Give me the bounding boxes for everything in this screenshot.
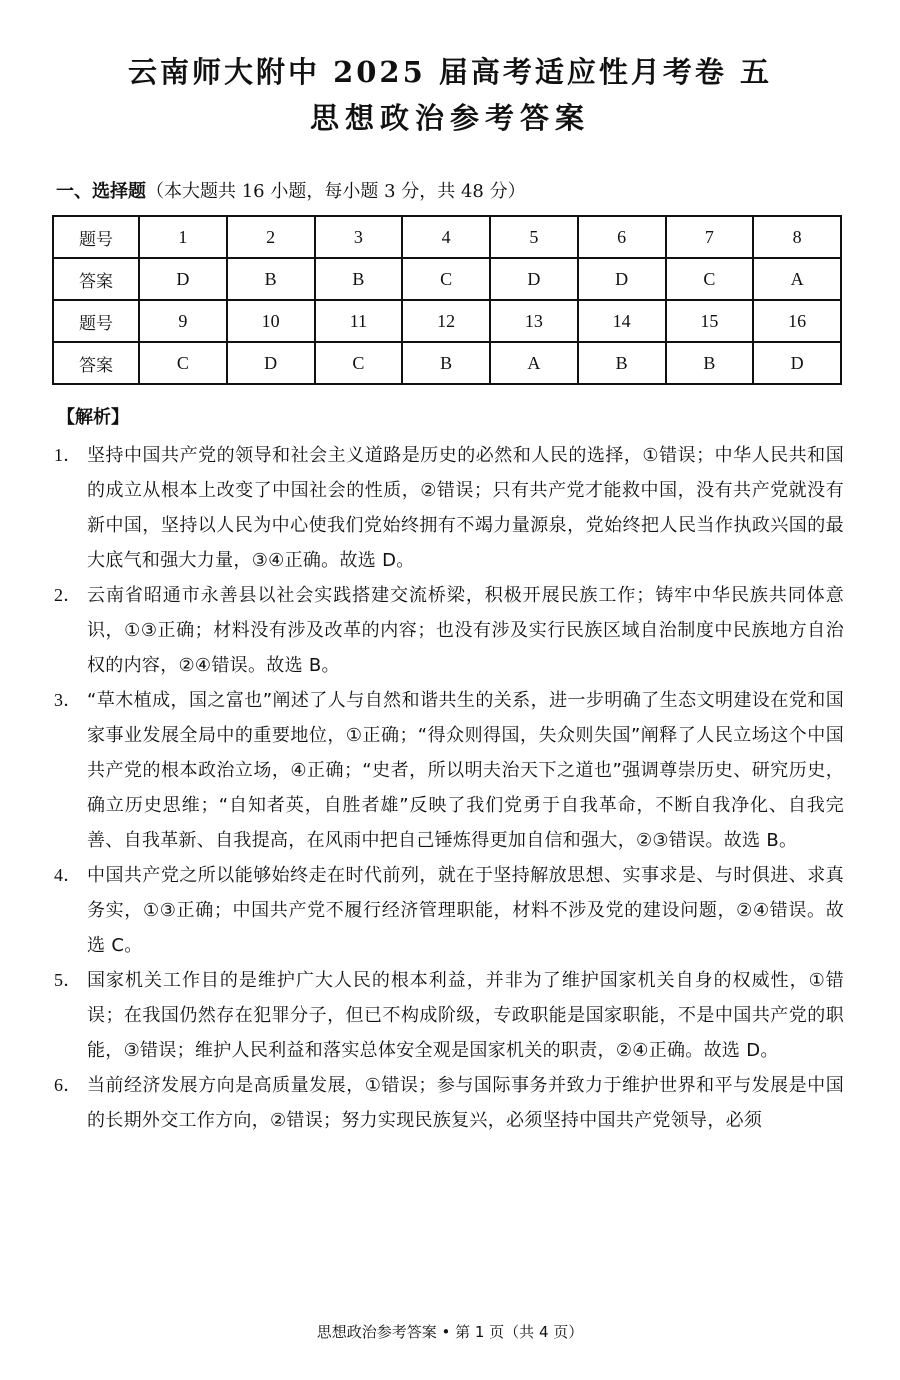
analysis-item-text: 坚持中国共产党的领导和社会主义道路是历史的必然和人民的选择，①错误；中华人民共和国的成立从根本上改变了中国社会的性质，②错误；只有共产党才能救中国，没有共产党就没有新中国，坚持以人民为中心使我们党始终拥有不竭力量源泉，党始终把人民当作执政兴国的最大底气和强大力量，③④正确。故选 D。 [87,445,844,571]
answer-cell: B [666,342,754,384]
question-number-cell: 2 [227,216,315,258]
question-number-cell: 15 [666,300,754,342]
answer-cell: C [139,342,227,384]
analysis-item-number: 6． [54,1075,82,1095]
answer-cell: D [578,258,666,300]
answer-header: 答案 [53,342,139,384]
analysis-item-number: 1． [54,445,82,465]
answer-cell: C [315,342,403,384]
question-number-cell: 5 [490,216,578,258]
question-number-row [53,300,841,342]
question-number-cell: 14 [578,300,666,342]
question-number-cell: 11 [315,300,403,342]
answer-cell: B [315,258,403,300]
question-number-header: 题号 [53,216,139,258]
analysis-item [54,963,844,1068]
question-number-cell: 8 [753,216,841,258]
answer-cell: C [666,258,754,300]
analysis-heading: 【解析】 [57,407,129,428]
question-number-cell: 3 [315,216,403,258]
answer-cell: D [227,342,315,384]
answer-cell: C [402,258,490,300]
question-number-row [53,216,841,258]
analysis-item-text: 当前经济发展方向是高质量发展，①错误；参与国际事务并致力于维护世界和平与发展是中国的长期外交工作方向，②错误；努力实现民族复兴，必须坚持中国共产党领导，必须 [87,1075,844,1131]
analysis-item [54,438,844,578]
analysis-item [54,1068,844,1138]
question-number-cell: 1 [139,216,227,258]
document-subtitle: 思想政治参考答案 [309,101,590,135]
analysis-list [54,438,844,1138]
analysis-item [54,858,844,963]
question-number-cell: 16 [753,300,841,342]
answer-row [53,258,841,300]
analysis-item-text: 云南省昭通市永善县以社会实践搭建交流桥梁，积极开展民族工作；铸牢中华民族共同体意识，①③正确；材料没有涉及改革的内容；也没有涉及实行民族区域自治制度中民族地方自治权的内容，②④错误。故选 B。 [87,585,844,676]
question-number-header: 题号 [53,300,139,342]
analysis-item-number: 2． [54,585,82,605]
analysis-item-number: 3． [54,690,82,710]
document-title: 云南师大附中 2025 届高考适应性月考卷 五 [127,55,772,89]
page-footer: 思想政治参考答案 • 第 1 页（共 4 页） [316,1323,584,1341]
analysis-item [54,683,844,858]
answer-header: 答案 [53,258,139,300]
analysis-item-number: 4． [54,865,82,885]
answer-row [53,342,841,384]
question-number-cell: 10 [227,300,315,342]
question-number-cell: 4 [402,216,490,258]
answer-cell: B [402,342,490,384]
analysis-item-text: 国家机关工作目的是维护广大人民的根本利益，并非为了维护国家机关自身的权威性，①错误；在我国仍然存在犯罪分子，但已不构成阶级，专政职能是国家职能，不是中国共产党的职能，③错误；维护人民利益和落实总体安全观是国家机关的职责，②④正确。故选 D。 [87,970,844,1061]
analysis-item [54,578,844,683]
question-number-cell: 13 [490,300,578,342]
section-heading [56,177,526,203]
answer-cell: A [490,342,578,384]
answer-cell: B [578,342,666,384]
analysis-item-text: “草木植成，国之富也”阐述了人与自然和谐共生的关系，进一步明确了生态文明建设在党和国家事业发展全局中的重要地位，①正确；“得众则得国，失众则失国”阐释了人民立场这个中国共产党的根本政治立场，④正确；“史者，所以明夫治天下之道也”强调尊崇历史、研究历史，确立历史思维；“自知者英，自胜者雄”反映了我们党勇于自我革命，不断自我净化、自我完善、自我革新、自我提高，在风雨中把自己锤炼得更加自信和强大，②③错误。故选 B。 [87,690,844,851]
question-number-cell: 9 [139,300,227,342]
question-number-cell: 12 [402,300,490,342]
analysis-item-text: 中国共产党之所以能够始终走在时代前列，就在于坚持解放思想、实事求是、与时俱进、求真务实，①③正确；中国共产党不履行经济管理职能，材料不涉及党的建设问题，②④错误。故选 C。 [87,865,844,956]
answer-table [52,215,842,385]
section-label: 一、选择题 [56,181,146,202]
section-note: （本大题共 16 小题，每小题 3 分，共 48 分） [146,181,526,202]
answer-cell: B [227,258,315,300]
answer-cell: D [139,258,227,300]
question-number-cell: 6 [578,216,666,258]
answer-cell: D [490,258,578,300]
analysis-item-number: 5． [54,970,82,990]
question-number-cell: 7 [666,216,754,258]
answer-cell: D [753,342,841,384]
answer-cell: A [753,258,841,300]
